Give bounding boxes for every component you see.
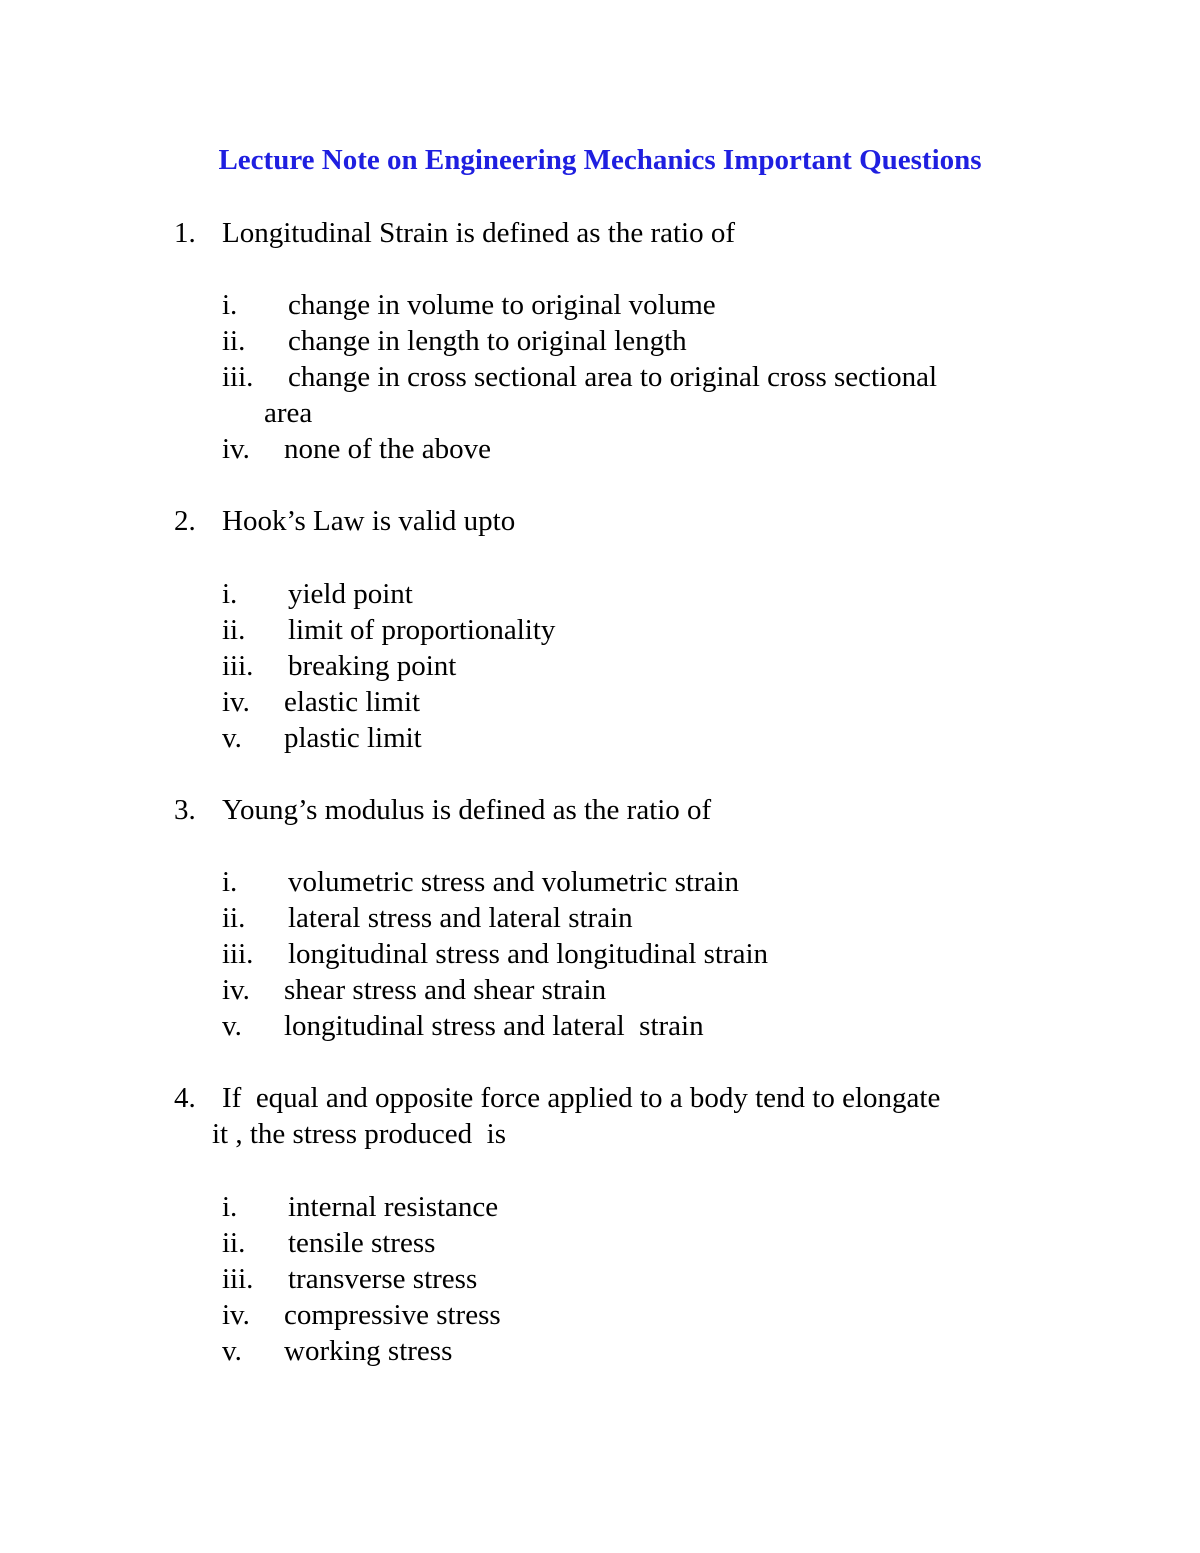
option-text: plastic limit [284, 722, 422, 754]
option-text: shear stress and shear strain [284, 974, 607, 1006]
option-text: breaking point [288, 650, 457, 682]
option-item [222, 1261, 1022, 1297]
option-text: compressive stress [284, 1299, 501, 1331]
option-item [222, 359, 1022, 431]
question-3 [174, 792, 1034, 828]
option-numeral: ii. [222, 325, 246, 357]
option-text: yield point [288, 578, 413, 610]
option-numeral: iii. [222, 938, 254, 970]
option-item [222, 936, 1022, 972]
option-numeral: iii. [222, 1263, 254, 1295]
option-numeral: i. [222, 1191, 238, 1223]
option-text: change in volume to original volume [288, 289, 716, 321]
option-numeral: iii. [222, 650, 254, 682]
option-numeral: iv. [222, 433, 250, 465]
option-text: lateral stress and lateral strain [288, 902, 633, 934]
option-text: tensile stress [288, 1227, 436, 1259]
question-4 [174, 1080, 1034, 1152]
option-numeral: ii. [222, 902, 246, 934]
option-numeral: v. [222, 1010, 242, 1042]
options-list-2 [222, 576, 1022, 756]
option-text: working stress [284, 1335, 453, 1367]
option-numeral: ii. [222, 614, 246, 646]
question-number: 2. [174, 505, 196, 537]
option-text: elastic limit [284, 686, 421, 718]
option-item [222, 431, 1022, 467]
option-item [222, 1297, 1022, 1333]
option-numeral: iii. [222, 361, 254, 393]
option-item [222, 648, 1022, 684]
question-text-continuation: it , the stress produced is [212, 1118, 506, 1150]
option-item [222, 1008, 1022, 1044]
option-text: change in cross sectional area to original cross sectional [288, 361, 938, 393]
question-2 [174, 503, 1034, 539]
option-text: volumetric stress and volumetric strain [288, 866, 740, 898]
option-numeral: iv. [222, 1299, 250, 1331]
option-item [222, 1189, 1022, 1225]
question-number: 1. [174, 217, 196, 249]
option-item [222, 684, 1022, 720]
option-item [222, 576, 1022, 612]
option-text: transverse stress [288, 1263, 478, 1295]
option-text: none of the above [284, 433, 491, 465]
option-item [222, 900, 1022, 936]
question-number: 4. [174, 1082, 196, 1114]
option-item [222, 1225, 1022, 1261]
option-item [222, 720, 1022, 756]
question-text: Hook’s Law is valid upto [222, 505, 516, 537]
question-1 [174, 215, 1034, 251]
option-numeral: iv. [222, 686, 250, 718]
option-text: limit of proportionality [288, 614, 556, 646]
question-number: 3. [174, 794, 196, 826]
option-numeral: v. [222, 722, 242, 754]
option-numeral: v. [222, 1335, 242, 1367]
page-title: Lecture Note on Engineering Mechanics Important Questions [218, 144, 982, 176]
option-numeral: i. [222, 866, 238, 898]
option-item [222, 864, 1022, 900]
option-text: internal resistance [288, 1191, 499, 1223]
question-text: If equal and opposite force applied to a body tend to elongate [222, 1082, 941, 1114]
question-text: Young’s modulus is defined as the ratio of [222, 794, 712, 826]
options-list-3 [222, 864, 1022, 1044]
option-text-continuation: area [264, 397, 313, 429]
option-item [222, 323, 1022, 359]
option-item [222, 612, 1022, 648]
options-list-1 [222, 287, 1022, 467]
option-item [222, 972, 1022, 1008]
option-numeral: ii. [222, 1227, 246, 1259]
options-list-4 [222, 1189, 1022, 1369]
option-text: longitudinal stress and longitudinal strain [288, 938, 769, 970]
option-numeral: iv. [222, 974, 250, 1006]
option-numeral: i. [222, 289, 238, 321]
option-item [222, 1333, 1022, 1369]
option-text: longitudinal stress and lateral strain [284, 1010, 704, 1042]
question-text: Longitudinal Strain is defined as the ratio of [222, 217, 736, 249]
option-numeral: i. [222, 578, 238, 610]
option-item [222, 287, 1022, 323]
option-text: change in length to original length [288, 325, 687, 357]
